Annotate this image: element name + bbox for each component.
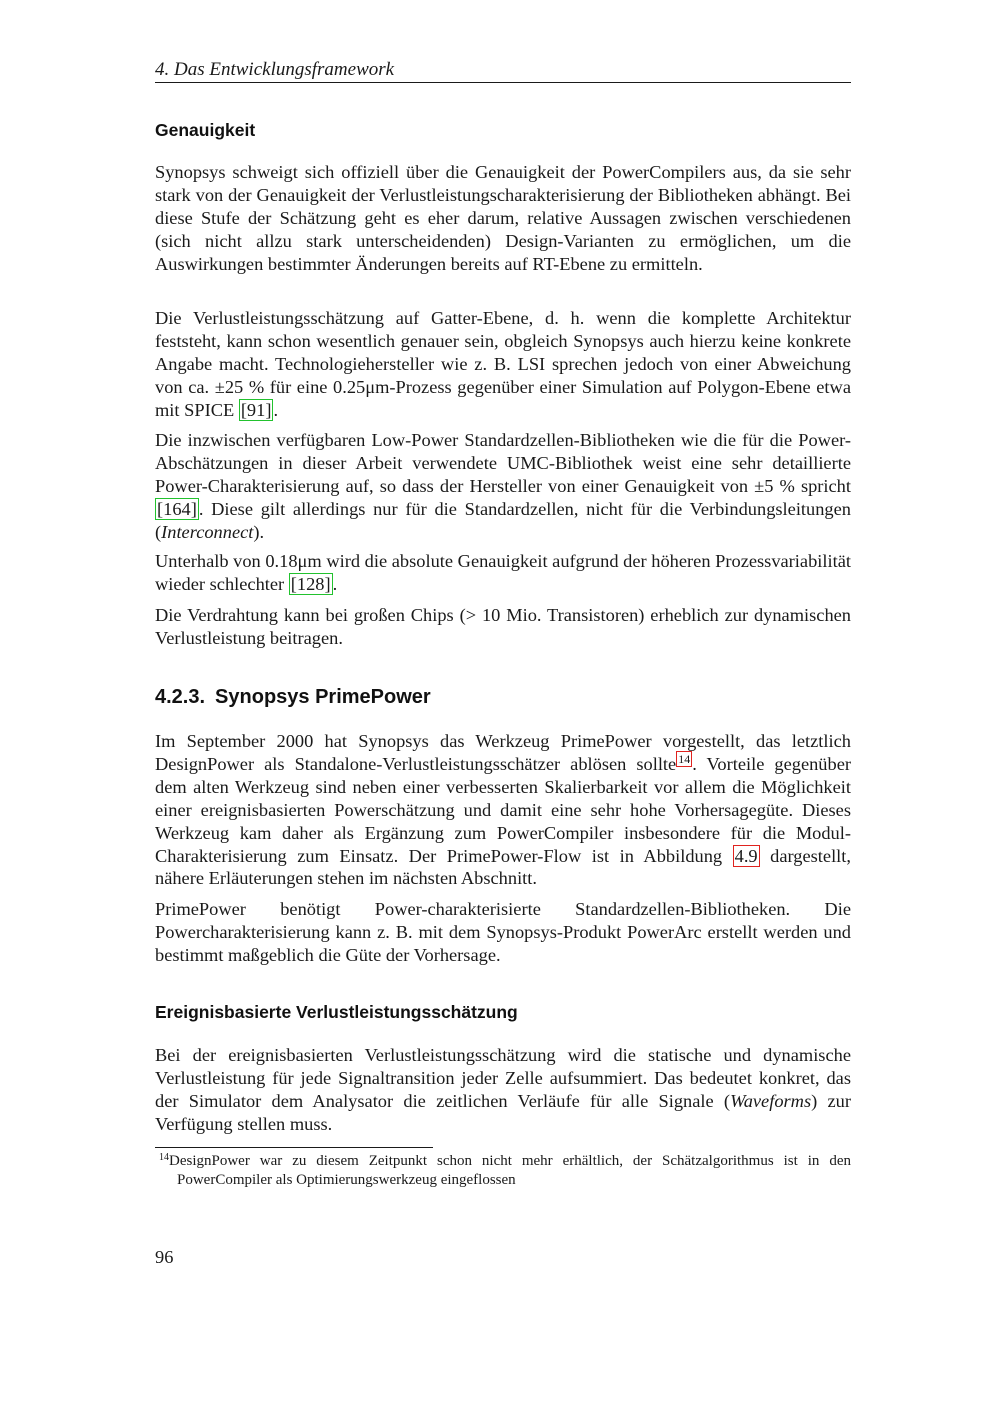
section-number: 4.2.3. bbox=[155, 686, 206, 708]
running-head: 4. Das Entwicklungsframework bbox=[155, 59, 395, 80]
section-title: Synopsys PrimePower bbox=[215, 686, 431, 708]
heading-genauigkeit: Genauigkeit bbox=[155, 120, 256, 140]
citation-link-164[interactable]: [164] bbox=[157, 498, 197, 519]
footnote-link-14[interactable]: 14 bbox=[678, 751, 691, 766]
paragraph-text: . bbox=[332, 573, 338, 594]
heading-section-4-2-3 bbox=[155, 684, 431, 710]
paragraph-text: . Diese gilt allerdings nur für die Standardzellen, nicht für die Verbindungsleitungen ( bbox=[155, 498, 851, 542]
paragraph-text: Unterhalb von 0.18μm wird die absolute Genauigkeit aufgrund der höheren Prozessvariabilität wieder schlechter bbox=[155, 551, 851, 594]
paragraph-text: Im September 2000 hat Synopsys das Werkzeug PrimePower vorgestellt, das letztlich DesignPower als Standalone-Verlustleistungsschätzer ablösen sollte bbox=[155, 731, 851, 774]
citation-link-91[interactable]: [91] bbox=[240, 399, 272, 420]
paragraph-text: ) zur Verfügung stellen muss. bbox=[155, 1090, 851, 1134]
paragraph-text: Bei der ereignisbasierten Verlustleistungsschätzung wird die statische und dynamische Verlustleistung für jede Signaltransition jeder Zelle aufsummiert. Das bedeutet konkret, das der Simulator dem Analysator die zeitlichen Verläufe für alle Signale ( bbox=[155, 1045, 851, 1111]
footnote-text: DesignPower war zu diesem Zeitpunkt schon nicht mehr erhältlich, der Schätzalgorithmus ist in den PowerCompiler als Optimierungswerkzeug eingeflossen bbox=[169, 1153, 851, 1188]
paragraph-text: ). bbox=[253, 521, 265, 542]
term-waveforms: Waveforms bbox=[730, 1090, 812, 1111]
page-number: 96 bbox=[155, 1247, 174, 1267]
paragraph-genauigkeit-2 bbox=[155, 307, 851, 422]
heading-ereignisbasiert: Ereignisbasierte Verlustleistungsschätzung bbox=[155, 1002, 518, 1022]
footnote-14 bbox=[155, 1152, 851, 1190]
paragraph-genauigkeit-4 bbox=[155, 550, 851, 596]
paragraph-text: Die inzwischen verfügbaren Low-Power Standardzellen-Bibliotheken wie die für die Power-Abschätzungen in dieser Arbeit verwendete UMC-Bibliothek weist eine sehr detaillierte Power-Charakterisierung auf, so dass der Hersteller von einer Genauigkeit von ±5 % spricht bbox=[155, 430, 851, 496]
paragraph-genauigkeit-1: Synopsys schweigt sich offiziell über die Genauigkeit der PowerCompilers aus, da sie sehr stark von der Genauigkeit der Verlustleistungscharakterisierung der Bibliotheken abhängt. Bei diese Stufe der Schätzung geht es eher darum, relative Aussagen zwischen verschiedenen (sich nicht allzu stark unterscheidenden) Design-Varianten zu ermöglichen, um die Auswirkungen bestimmter Änderungen bereits auf RT-Ebene zu ermitteln. bbox=[155, 162, 851, 274]
paragraph-genauigkeit-3 bbox=[155, 429, 851, 544]
paragraph-text: Die Verlustleistungsschätzung auf Gatter-Ebene, d. h. wenn die komplette Architektur feststeht, kann schon wesentlich genauer sein, obgleich Synopsys auch hierzu keine konkrete Angabe macht. Technologiehersteller wie z. B. LSI sprechen jedoch von einer Abweichung von ca. ±25 % für eine 0.25μm-Prozess gegenüber einer Simulation auf Polygon-Ebene etwa mit SPICE bbox=[155, 308, 851, 420]
citation-link-128[interactable]: [128] bbox=[290, 573, 331, 594]
term-interconnect: Interconnect bbox=[161, 521, 254, 542]
footnote-rule bbox=[155, 1147, 433, 1148]
paragraph-ereignis-1 bbox=[155, 1044, 851, 1136]
footnote-mark: 14 bbox=[159, 1152, 169, 1163]
paragraph-text: . Vorteile gegenüber dem alten Werkzeug sind neben einer verbesserten Skalierbarkeit vor allem die Möglichkeit einer ereignisbasierten Powerschätzung und damit eine sehr hohe Vorhersagegüte. Dieses Werkzeug kam daher als Ergänzung zum PowerCompiler insbesondere für die Modul-Charakterisierung zum Einsatz. Der PrimePower-Flow ist in Abbildung bbox=[155, 753, 851, 866]
paragraph-primepower-1 bbox=[155, 730, 851, 890]
paragraph-genauigkeit-5: Die Verdrahtung kann bei großen Chips (> 10 Mio. Transistoren) erheblich zur dynamischen Verlustleistung beitragen. bbox=[155, 605, 851, 648]
paragraph-primepower-2: PrimePower benötigt Power-charakterisierte Standardzellen-Bibliotheken. Die Powercharakterisierung kann z. B. mit dem Synopsys-Produkt PowerArc erstellt werden und bestimmt maßgeblich die Güte der Vorhersage. bbox=[155, 899, 851, 965]
paragraph-text: dargestellt, nähere Erläuterungen stehen im nächsten Abschnitt. bbox=[155, 845, 851, 889]
figure-link-4-9[interactable]: 4.9 bbox=[734, 845, 758, 866]
header-rule bbox=[155, 82, 851, 83]
paragraph-text: . bbox=[273, 399, 279, 420]
